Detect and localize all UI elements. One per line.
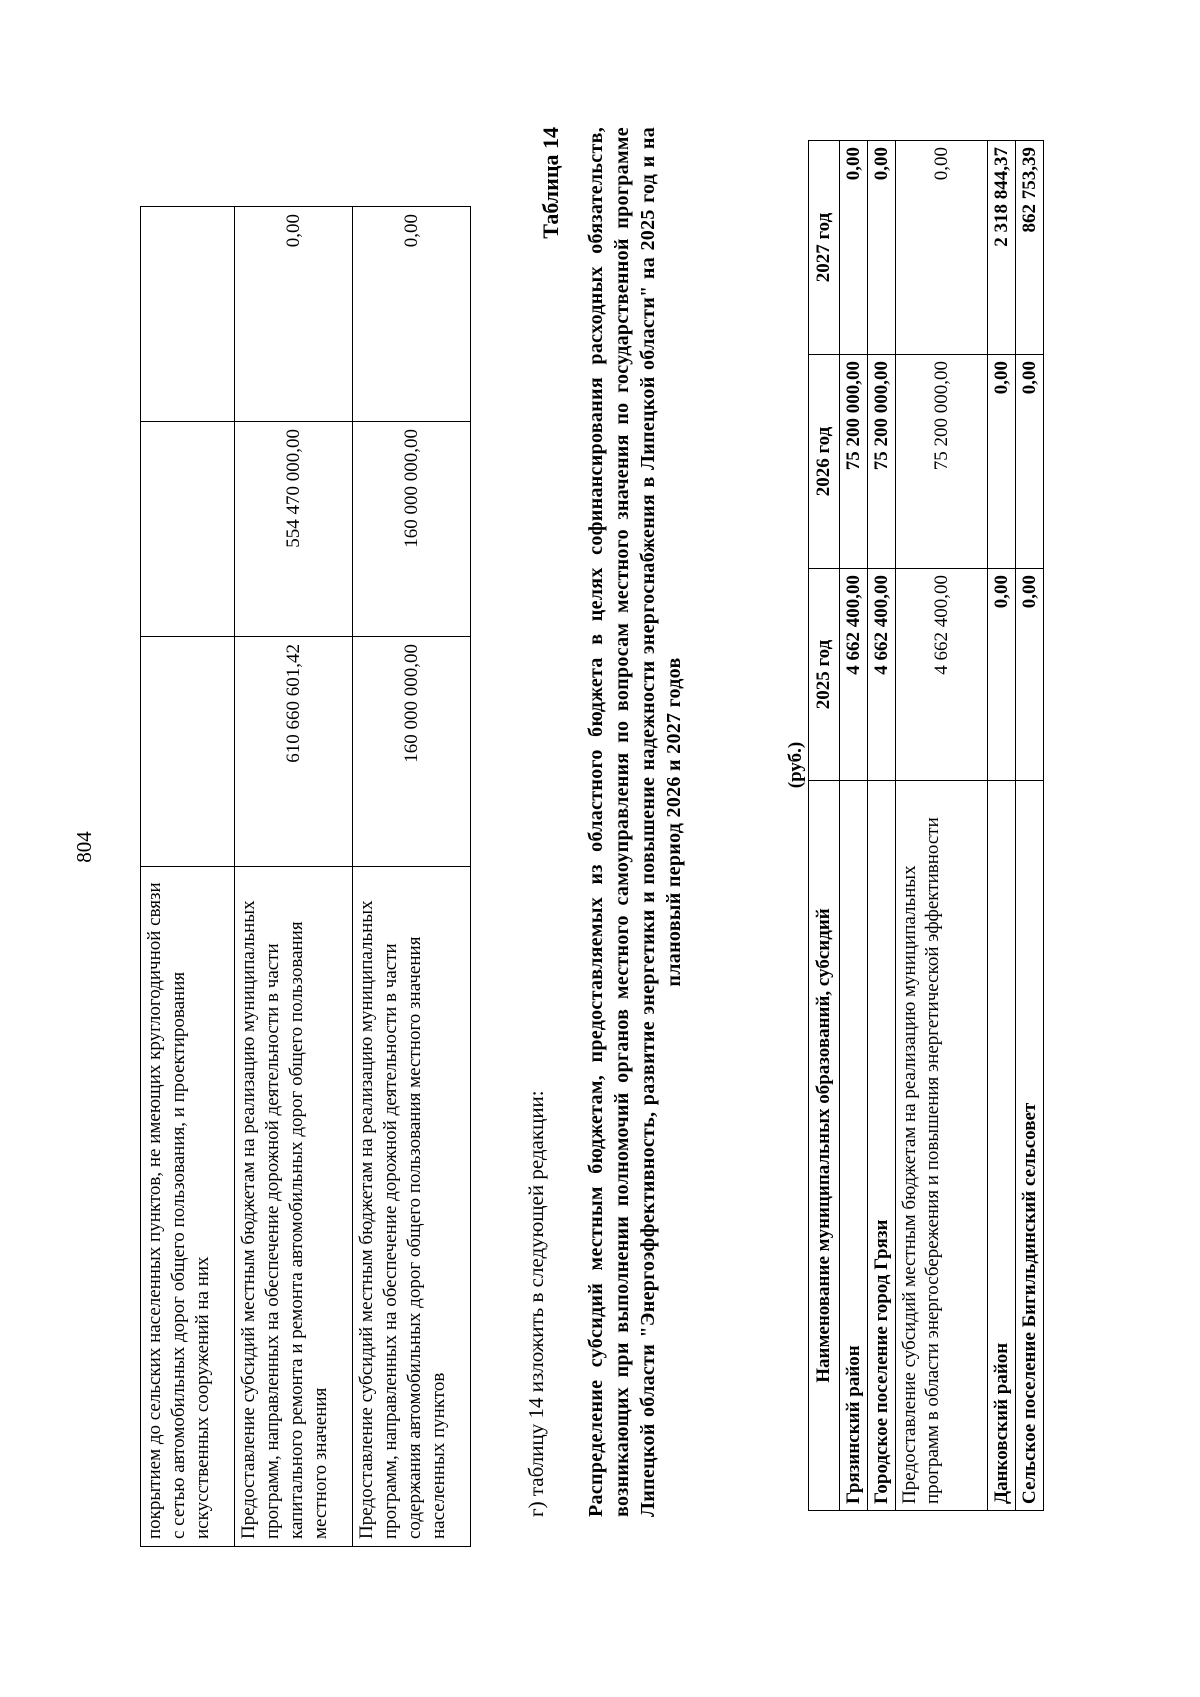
table-row <box>141 207 235 1547</box>
header-2027: 2027 год <box>809 141 840 355</box>
row-value-2026: 75 200 000,00 <box>840 355 868 569</box>
table-14 <box>808 140 1044 1511</box>
page-number: 804 <box>72 831 96 863</box>
row-value-2025: 4 662 400,00 <box>840 569 868 781</box>
row-value-2027: 862 753,39 <box>1016 141 1044 355</box>
row-value-2027: 2 318 844,37 <box>988 141 1016 355</box>
table-cell-text: Предоставление субсидий местным бюджетам на реализацию муниципальных программ, направленных на обеспечение дорожной деятельности в части содержания автомобильных дорог общего пользования местного значения населенных пунктов <box>353 867 471 1547</box>
row-value-2026: 0,00 <box>1016 355 1044 569</box>
row-name: Сельское поселение Бигильдинский сельсовет <box>1016 781 1044 1511</box>
row-value-2025: 4 662 400,00 <box>868 569 896 781</box>
row-name: Городское поселение город Грязи <box>868 781 896 1511</box>
table-cell-value: 160 000 000,00 <box>353 637 471 867</box>
table-cell-value: 0,00 <box>353 207 471 422</box>
table-cell-value <box>141 207 235 422</box>
row-name: Грязинский район <box>840 781 868 1511</box>
table-cell-value: 0,00 <box>235 207 353 422</box>
table-cell-value: 160 000 000,00 <box>353 422 471 637</box>
table-title: Распределение субсидий местным бюджетам, предоставляемых из областного бюджета в целях софинансирования расходных обязательств, возникающих при выполнении полномочий органов местного самоуправления по вопросам местного значения по государственной программе Липецкой области "Энергоэффективность, развитие энергетики и повышение надежности энергоснабжения в Липецкой области" на 2025 год и на плановый период 2026 и 2027 годов <box>585 127 685 1517</box>
row-value-2025: 0,00 <box>1016 569 1044 781</box>
table-row <box>868 141 896 1511</box>
table-label: Таблица 14 <box>538 127 563 239</box>
header-name: Наименование муниципальных образований, субсидий <box>809 781 840 1511</box>
table-row <box>896 141 988 1511</box>
unit-label: (руб.) <box>785 741 806 789</box>
table-cell-text: покрытием до сельских населенных пунктов, не имеющих круглогодичной связи с сетью автомобильных дорог общего пользования, и проектирования искусственных сооружений на них <box>141 867 235 1547</box>
table-cell-text: Предоставление субсидий местным бюджетам на реализацию муниципальных программ, направленных на обеспечение дорожной деятельности в части капитального ремонта и ремонта автомобильных дорог общего пользования местного значения <box>235 867 353 1547</box>
row-value-2026: 75 200 000,00 <box>868 355 896 569</box>
table-cell-value: 554 470 000,00 <box>235 422 353 637</box>
table-row <box>235 207 353 1547</box>
table-header-row <box>809 141 840 1511</box>
row-value-2027: 0,00 <box>868 141 896 355</box>
table-cell-value <box>141 637 235 867</box>
row-value-2027: 0,00 <box>896 141 988 355</box>
table-cell-value: 610 660 601,42 <box>235 637 353 867</box>
intro-text: г) таблицу 14 изложить в следующей редакции: <box>524 1090 548 1517</box>
row-name: Предоставление субсидий местным бюджетам на реализацию муниципальных программ в области энергосбережения и повышения энергетической эффективности <box>896 781 988 1511</box>
previous-table-continuation <box>140 206 471 1547</box>
table-row <box>1016 141 1044 1511</box>
table-row <box>840 141 868 1511</box>
row-value-2026: 75 200 000,00 <box>896 355 988 569</box>
table-row <box>988 141 1016 1511</box>
header-2026: 2026 год <box>809 355 840 569</box>
row-name: Данковский район <box>988 781 1016 1511</box>
row-value-2026: 0,00 <box>988 355 1016 569</box>
row-value-2025: 0,00 <box>988 569 1016 781</box>
table-row <box>353 207 471 1547</box>
header-2025: 2025 год <box>809 569 840 781</box>
table-cell-value <box>141 422 235 637</box>
row-value-2027: 0,00 <box>840 141 868 355</box>
row-value-2025: 4 662 400,00 <box>896 569 988 781</box>
